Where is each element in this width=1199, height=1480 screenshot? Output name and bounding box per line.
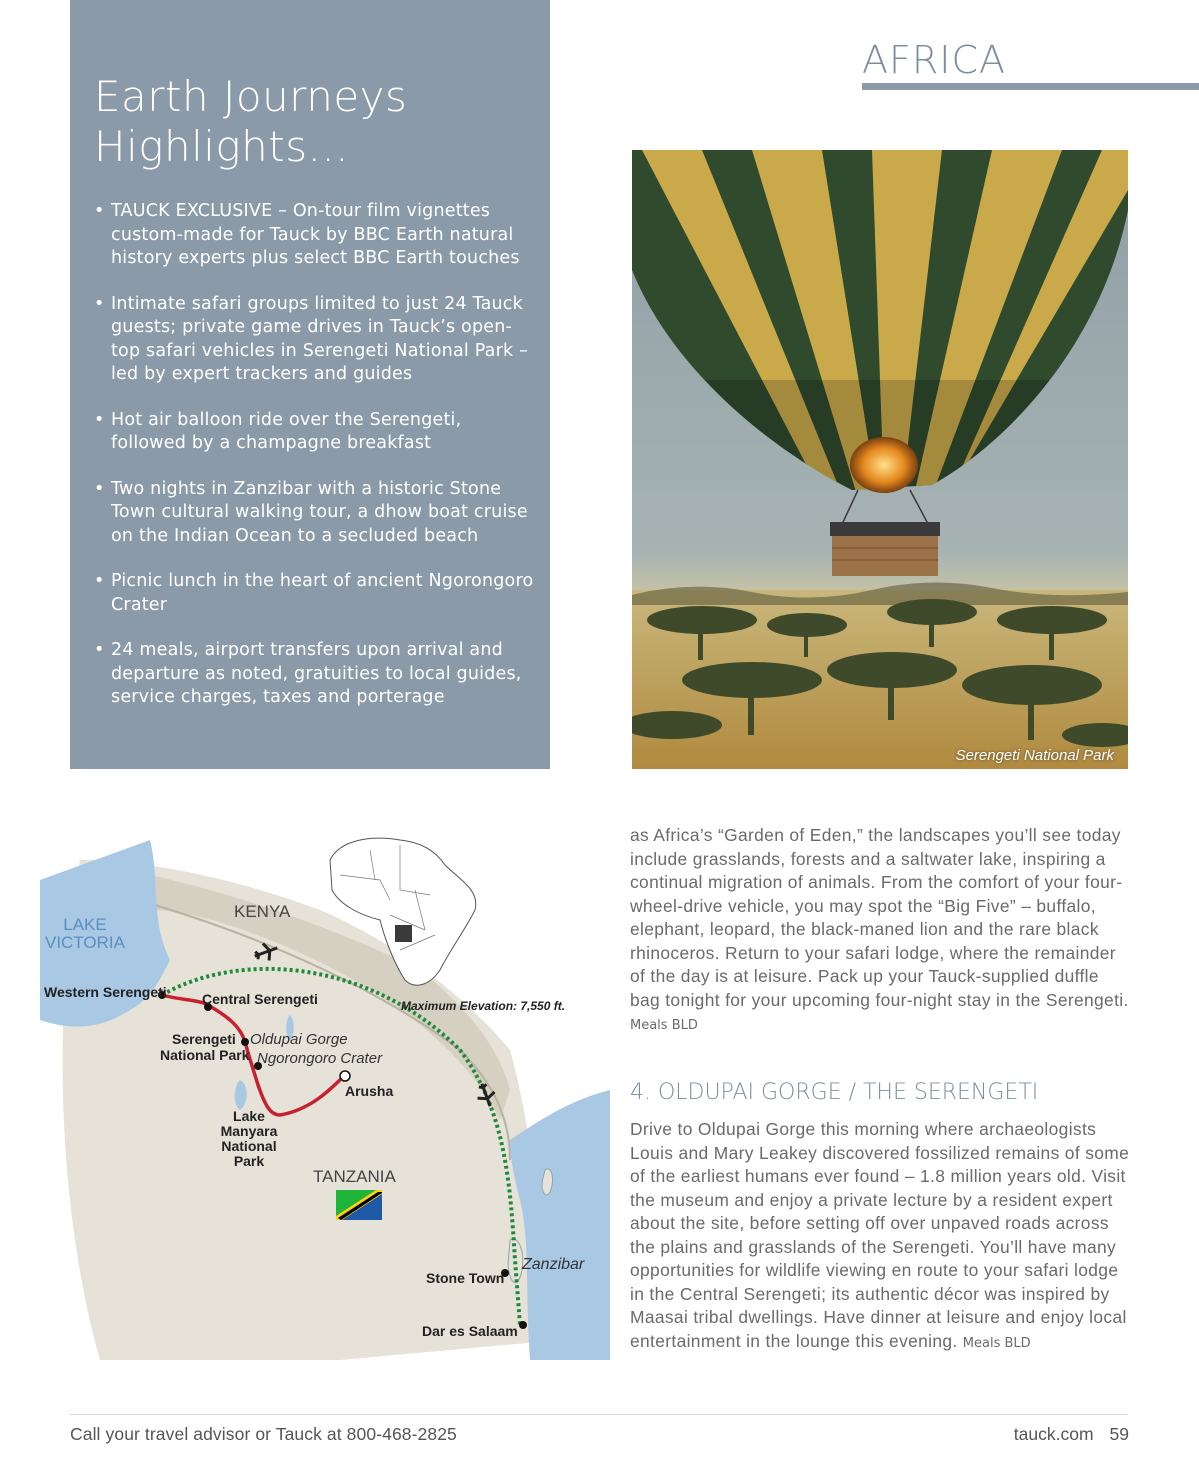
serengeti-np-label: National Park bbox=[160, 1047, 250, 1063]
manyara-label: Park bbox=[233, 1153, 265, 1169]
highlights-title-line1: Earth Journeys bbox=[94, 72, 408, 121]
balloon-photo-image bbox=[632, 150, 1128, 769]
serengeti-np-label: Serengeti bbox=[172, 1031, 236, 1047]
day-text: Drive to Oldupai Gorge this morning where archaeologists Louis and Mary Leakey discovered fossilized remains of some of the earliest humans ever found – 1.8 million years old. Visit the museum and enjoy a private lecture by a resident expert about the site, before setting off over unpaved roads across the plains and grasslands of the Serengeti. You’ll have many opportunities for wildlife viewing en route to your safari lodge in the Central Serengeti; its authentic décor was inspired by Maasai tribal dwellings. Have dinner at leisure and enjoy local entertainment in the lounge this evening. bbox=[630, 1119, 1130, 1351]
highlight-text: Two nights in Zanzibar with a historic Stone Town cultural walking tour, a dhow boat cruise on the Indian Ocean to a secluded beach bbox=[111, 478, 528, 546]
bullet-icon: • bbox=[94, 478, 105, 499]
zanzibar-label: Zanzibar bbox=[522, 1256, 585, 1273]
elevation-label: Maximum Elevation: 7,550 ft. bbox=[401, 999, 566, 1013]
highlight-item bbox=[94, 639, 534, 710]
balloon-photo bbox=[632, 150, 1128, 769]
highlights-list bbox=[94, 200, 534, 732]
highlight-text: TAUCK EXCLUSIVE – On-tour film vignettes custom-made for Tauck by BBC Earth natural history experts plus select BBC Earth touches bbox=[111, 201, 520, 268]
dar-es-salaam-label: Dar es Salaam bbox=[422, 1323, 518, 1339]
manyara-label: Manyara bbox=[220, 1123, 278, 1139]
highlight-text: Hot air balloon ride over the Serengeti, followed by a champagne breakfast bbox=[111, 409, 462, 453]
highlight-text: Picnic lunch in the heart of ancient Ngorongoro Crater bbox=[111, 571, 534, 615]
oldupai-label: Oldupai Gorge bbox=[250, 1031, 348, 1048]
section-title: AFRICA bbox=[862, 38, 1006, 82]
meals-label: Meals BLD bbox=[962, 1335, 1031, 1351]
highlight-item bbox=[94, 478, 534, 549]
bullet-icon: • bbox=[94, 293, 105, 314]
central-serengeti-label: Central Serengeti bbox=[202, 991, 318, 1007]
section-rule bbox=[862, 83, 1199, 90]
footer-contact: Call your travel advisor or Tauck at 800-468-2825 bbox=[70, 1424, 457, 1444]
western-serengeti-label: Western Serengeti bbox=[44, 984, 167, 1000]
kenya-label: KENYA bbox=[234, 902, 291, 921]
stone-town-label: Stone Town bbox=[426, 1270, 505, 1286]
tanzania-flag bbox=[336, 1190, 382, 1220]
highlight-item bbox=[94, 409, 534, 456]
route-map bbox=[40, 820, 610, 1380]
bullet-icon: • bbox=[94, 409, 105, 430]
highlight-text: Intimate safari groups limited to just 24 Tauck guests; private game drives in Tauck’s open-top safari vehicles in Serengeti National Park – led by expert trackers and guides bbox=[111, 293, 529, 384]
tanzania-label: TANZANIA bbox=[313, 1167, 396, 1186]
highlights-title-line2: Highlights... bbox=[94, 122, 350, 171]
manyara-label: Lake bbox=[233, 1108, 265, 1124]
footer-site: tauck.com bbox=[1013, 1424, 1094, 1444]
day-heading: 4. OLDUPAI GORGE / THE SERENGETI bbox=[630, 1080, 1039, 1105]
meals-label: Meals BLD bbox=[630, 1018, 698, 1033]
arusha-label: Arusha bbox=[345, 1083, 394, 1099]
highlight-item bbox=[94, 200, 534, 271]
lake-victoria-label: LAKE bbox=[63, 915, 107, 934]
bullet-icon: • bbox=[94, 201, 105, 221]
page-number: 59 bbox=[1109, 1424, 1129, 1444]
intro-text: as Africa’s “Garden of Eden,” the landscapes you’ll see today include grasslands, forests and a saltwater lake, inspiring a continual migration of animals. From the comfort of your four-wheel-drive vehicle, you may spot the “Big Five” – buffalo, elephant, leopard, the black-maned lion and the rare black rhinoceros. Return to your safari lodge, where the remainder of the day is at leisure. Pack up your Tauck-supplied duffle bag tonight for your upcoming four-night stay in the Serengeti. bbox=[630, 825, 1129, 1010]
highlight-text: 24 meals, airport transfers upon arrival and departure as noted, gratuities to local guides, service charges, taxes and porterage bbox=[111, 640, 522, 707]
highlight-item bbox=[94, 570, 534, 617]
photo-caption: Serengeti National Park bbox=[955, 747, 1114, 764]
manyara-label: National bbox=[221, 1138, 277, 1154]
footer-rule bbox=[70, 1414, 1128, 1415]
lake-victoria-label: VICTORIA bbox=[45, 933, 125, 952]
bullet-icon: • bbox=[94, 640, 105, 660]
arusha-marker bbox=[340, 1071, 350, 1081]
day-paragraph bbox=[630, 1118, 1130, 1355]
intro-paragraph bbox=[630, 824, 1130, 1038]
highlights-title bbox=[94, 72, 534, 172]
highlight-item bbox=[94, 293, 534, 387]
bullet-icon: • bbox=[94, 571, 105, 591]
ngorongoro-label: Ngorongoro Crater bbox=[257, 1050, 383, 1067]
route-map-graphic bbox=[40, 820, 610, 1380]
highlights-panel bbox=[70, 0, 550, 769]
footer-right bbox=[1014, 1424, 1129, 1445]
